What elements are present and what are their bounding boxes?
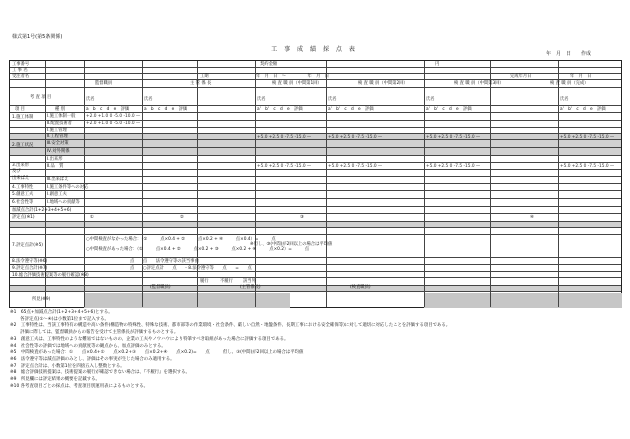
- eval-label: 評定点(※1): [12, 215, 35, 220]
- option-not-performed[interactable]: 不履行: [220, 279, 233, 284]
- grades-chief: a b c d e 評価: [144, 107, 188, 112]
- name-label-5: 氏名: [426, 97, 435, 102]
- comments-label: 所見(※9): [32, 297, 51, 302]
- row-category: 2.施工状況: [12, 143, 34, 148]
- footnote: 各評定点(①～④)は小数第1位まで記入する。: [10, 316, 109, 322]
- law-label: 8.法令遵守等(※6): [12, 259, 48, 264]
- row-category: 出来ばえ: [12, 176, 30, 181]
- row-type: Ⅰ.地域への貢献等: [47, 200, 80, 205]
- rating-note: ※但し、③(中間)が2回以上の場合は平均値: [250, 242, 333, 247]
- evaluation-items-label: 考 査 項 目: [30, 95, 52, 100]
- footnote: ※10 各考査項目ごとの採点は、考査項目別運用表によるものとする。: [10, 383, 148, 389]
- row-type: Ⅰ.施工体制一般: [47, 114, 76, 119]
- footnote: 評価に際しては、監督職員からの報告を受けて主管係長が評価するものとする。: [10, 330, 179, 336]
- rating-label: 7.評定点計(※5): [12, 243, 43, 248]
- comments-supervisor: (監督職員): [150, 285, 171, 290]
- sum-label: 加減点合計(1+2+3+4+5+6): [12, 208, 72, 213]
- inspector-mid1-header: 検 査 職 員（中間第1回）: [272, 81, 322, 86]
- row-category: 6.社会性等: [12, 200, 34, 205]
- period-label: 工期: [200, 74, 209, 79]
- score-row: +5.0 +2.5 0 -7.5 -15.0 —: [257, 135, 312, 140]
- row-type: Ⅰ.施工管理: [47, 128, 67, 133]
- row-category: 4.工事特性: [12, 185, 34, 190]
- comments-box-shade-2: [424, 293, 622, 308]
- footnote: ※4 社会性等の評価では地域への貢献度等の観点から、加点評価のみとする。: [10, 343, 166, 349]
- row-type: Ⅱ.配置技術者: [47, 121, 72, 126]
- chief-header: 主 管 係 長: [190, 81, 212, 86]
- inspector-final-header: 検 査 職 員（完成）: [550, 81, 589, 86]
- comments-chief: (主管係長): [240, 285, 261, 290]
- option-not-applicable[interactable]: 該当外: [243, 279, 256, 284]
- eval-point-2: ②: [180, 215, 184, 220]
- footnotes: [10, 310, 450, 390]
- score-row: +5.0 +2.5 0 -7.5 -15.0 —: [426, 164, 481, 169]
- comments-box-shade: [84, 293, 290, 308]
- footnote: ※6 法令遵守等は減点評価のみとし、評価はその事実が生じた場合のみ適用する。: [10, 356, 175, 362]
- col-item-header: 項 目: [15, 107, 25, 112]
- contract-amount-label: 契約金額: [260, 62, 278, 67]
- row-type: Ⅰ.施工条件等への対応: [47, 185, 89, 190]
- footnote: ※3 創意工夫は、工事特性のような難易ではないものの、企業の工夫やノウハウにより特筆すべき取組があった場合に評価する項目である。: [10, 336, 289, 342]
- footnote: ※2 工事特性は、当該工事特有の構造や高い条件(構造物の特殊性、特殊な技術、都市部等の作業環境・社会条件、厳しい自然・地盤条件、長期工事における安全確保等)に対して適切に対応したことを評価する項目である。: [10, 323, 451, 329]
- name-label-3: 氏名: [257, 97, 266, 102]
- row-type: Ⅲ.安全対策: [47, 141, 69, 146]
- row-category: 3.出来形: [12, 163, 29, 168]
- row-type: Ⅲ.出来ばえ: [47, 177, 69, 182]
- grades-inspector-2: a' b' c d e 評価: [328, 107, 374, 112]
- name-label-1: 氏名: [86, 97, 95, 102]
- grades-inspector-1: a' b' c d e 評価: [257, 107, 303, 112]
- score-sheet: [9, 60, 622, 308]
- footnote: ※8 総合評価技術提案は、技術提案の履行が確認できない場合は、『不履行』を選択する。: [10, 370, 190, 376]
- project-no-label: 工事番号: [12, 62, 30, 67]
- row-type: Ⅰ.出来形: [47, 157, 63, 162]
- name-label-6: 氏名: [560, 97, 569, 102]
- project-name-label: 工 事 名: [12, 68, 28, 73]
- eval-point-3: ③: [300, 215, 304, 220]
- score-row: +5.0 +2.5 0 -7.5 -15.0 —: [560, 164, 615, 169]
- creation-date: 年 月 日 作成: [546, 51, 592, 57]
- row-type: Ⅰ.創意工夫: [47, 192, 67, 197]
- rating-line-1: ○中間検査がなかった場合：（① 点×0.4 + ② 点×0.2 + ④ 点×0.4）= 点: [86, 237, 276, 242]
- footnote: ※1 65点+加減点合計(1+2+3+4+5+6)とする。: [10, 310, 113, 315]
- period-value: 年 月 日 ～ 年 月 日: [256, 74, 330, 79]
- score-row: +5.0 +2.5 0 -7.5 -15.0 —: [257, 164, 312, 169]
- col-type-header: 種 別: [55, 107, 65, 112]
- score-row: +5.0 +2.5 0 -7.5 -15.0 —: [328, 164, 383, 169]
- comments-inspector: (検査職員): [350, 285, 371, 290]
- name-label-4: 氏名: [328, 97, 337, 102]
- footnote: ※5 中間検査があった場合：① 点×0.4+② 点×0.2+③ 点×0.2+④ 点×0.2)= 点 但し、③(中間)が2回以上の場合は平均値: [10, 350, 304, 356]
- eval-point-4: ④: [530, 215, 534, 220]
- grades-inspector-3: a' b' c d e 評価: [426, 107, 472, 112]
- footnote: ※7 評定点合計は、小数第1位を四捨五入し整数とする。: [10, 363, 125, 369]
- score-row: +2.0 +1.0 0 -5.0 -10.0 —: [86, 114, 141, 119]
- row-category: 及び: [12, 169, 21, 174]
- name-label-2: 氏名: [144, 97, 153, 102]
- option-performed[interactable]: 履行: [200, 279, 209, 284]
- row-category: 5.創意工夫: [12, 192, 34, 197]
- inspector-mid3-header: 検 査 職 員（中間第3回）: [454, 81, 504, 86]
- form-number: 様式第1号(第5条関係): [12, 34, 63, 40]
- footnote: ※9 所見欄には評定結果の概要を記載する。: [10, 377, 100, 383]
- eval-point-1: ①: [90, 215, 94, 220]
- yen-unit: 円: [435, 62, 440, 67]
- total-value: 点 ○評定点計 点 - 8.法令遵守等 点 = 点: [130, 266, 252, 271]
- rating-line-2: ○中間検査があった場合：（① 点×0.4 + ② 点×0.2 + ③ 点×0.2 + ④ 点×0.2）= 点: [86, 247, 310, 252]
- document-title: 工 事 成 績 採 点 表: [271, 46, 358, 53]
- law-value: 点 点 法令遵守等の該当事由: [130, 259, 199, 264]
- contractor-label: 受注者名: [12, 74, 30, 79]
- completion-label: 完成年月日: [510, 74, 532, 79]
- row-category: 1.施工体制: [12, 115, 34, 120]
- grades-supervisor: a b c d e 評価: [86, 107, 130, 112]
- row-type: Ⅱ.工程管理: [47, 134, 68, 139]
- score-row: +5.0 +2.5 0 -7.5 -15.0 —: [328, 135, 383, 140]
- score-row: +2.0 +1.0 0 -5.0 -10.0 —: [86, 121, 141, 126]
- score-row: +5.0 +2.5 0 -7.5 -15.0 —: [426, 135, 481, 140]
- total-label: 9.評定点合計(※7): [12, 266, 48, 271]
- score-row: +5.0 +2.5 0 -7.5 -15.0 —: [560, 135, 615, 140]
- performance-label: 10.総合評価技術提案等の履行確認(※8): [12, 273, 89, 278]
- completion-value: 年 月 日: [570, 74, 592, 79]
- row-type: Ⅳ.対外関係: [47, 149, 70, 154]
- supervisor-header: 監督職員: [95, 81, 113, 86]
- grades-inspector-final: a' b' c d e 評価: [560, 107, 606, 112]
- shaded-band-1: [10, 133, 621, 155]
- row-type: Ⅱ.品 質: [47, 164, 64, 169]
- inspector-mid2-header: 検 査 職 員（中間第2回）: [358, 81, 408, 86]
